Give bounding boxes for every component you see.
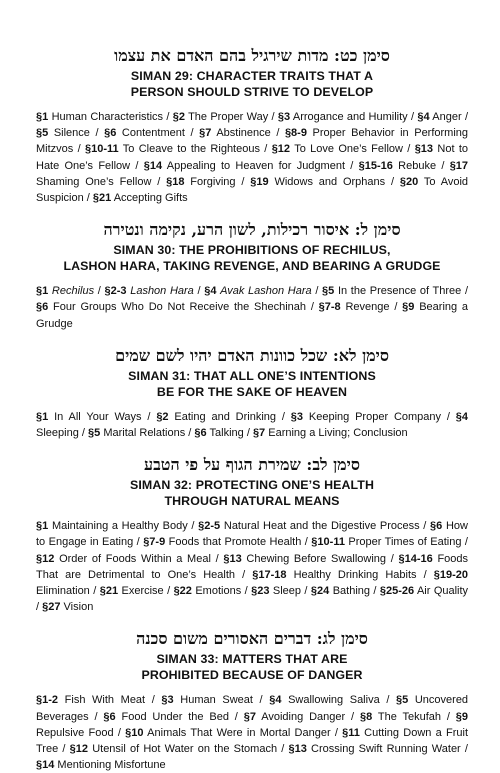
entry-title: Animals That Were in Mortal Danger — [147, 726, 331, 739]
entry-title: Keeping Proper Company — [308, 410, 442, 423]
entry-separator: / — [436, 159, 450, 172]
entry-number: §9 — [402, 301, 415, 314]
entry-title: Shaming One’s Fellow — [36, 175, 152, 188]
entry-number: §19 — [250, 175, 269, 188]
entry-title: Rechilus — [51, 285, 95, 298]
entry-title: Natural Heat and the Digestive Process — [223, 520, 420, 533]
entry-separator: / — [151, 175, 167, 188]
english-heading-line: THROUGH NATURAL MEANS — [164, 494, 340, 509]
entry-separator: / — [184, 127, 200, 140]
entry-title: Marital Relations — [103, 427, 186, 440]
entry-number: §6 — [104, 127, 117, 140]
english-heading-line: BE FOR THE SAKE OF HEAVEN — [156, 384, 348, 399]
entry-title: Earning a Living; Conclusion — [268, 427, 408, 440]
english-heading — [36, 651, 468, 683]
entry-number: §2 — [156, 410, 169, 423]
entry-number: §23 — [251, 585, 270, 598]
english-heading-line: PROHIBITED BECAUSE OF DANGER — [141, 668, 363, 683]
entry-title: Arrogance and Humility — [292, 111, 408, 123]
entry-title: Mentioning Misfortune — [57, 759, 166, 772]
entry-separator: / — [460, 743, 468, 756]
entry-separator: / — [58, 743, 70, 756]
entry-separator: / — [259, 143, 272, 156]
english-heading — [36, 68, 468, 100]
entry-number: §7-9 — [143, 536, 166, 549]
entry-number: §5 — [88, 427, 101, 440]
entry-number: §14-16 — [398, 552, 433, 565]
entry-title: Talking — [209, 427, 244, 440]
entry-separator: / — [441, 710, 456, 723]
entry-number: §3 — [161, 694, 174, 707]
entry-title: Abstinence — [216, 127, 271, 140]
entry-title: Rebuke — [398, 159, 437, 172]
entry-separator: / — [419, 520, 431, 533]
entry-title: Uncovered Beverages — [36, 694, 469, 723]
entry-title: Four Groups Who Do Not Receive the Shechinah — [53, 301, 307, 314]
entry-title: Forgiving — [190, 175, 236, 188]
entry-number: §2-3 — [104, 285, 127, 298]
entry-number: §10 — [125, 726, 144, 739]
entry-number: §1 — [36, 111, 49, 123]
entry-separator: / — [277, 743, 289, 756]
entry-number: §27 — [42, 601, 61, 614]
entry-number: §4 — [455, 410, 469, 423]
entry-title: In All Your Ways — [54, 410, 142, 423]
entry-title: Repulsive Food — [36, 726, 114, 739]
entry-title: How to Engage in Eating — [36, 520, 468, 549]
entry-separator: / — [145, 694, 162, 707]
entry-title: Foods That are Detrimental to One’s Health — [36, 552, 469, 581]
entry-number: §12 — [271, 143, 291, 156]
entry-title: Accepting Gifts — [113, 192, 188, 205]
siman-30-section — [36, 220, 468, 332]
entry-title: To Love One’s Fellow — [294, 143, 403, 156]
entry-number: §7 — [199, 127, 212, 140]
hebrew-heading: סימן כט: מדות שירגיל בהם האדם את עצמו — [114, 46, 390, 65]
entry-title: Sleep — [272, 585, 302, 598]
hebrew-heading: סימן לג: דברים האסורים משום סכנה — [136, 629, 368, 649]
entry-title: Avoiding Danger — [261, 710, 346, 723]
entry-number: §7 — [252, 427, 266, 440]
english-heading-line: SIMAN 32: PROTECTING ONE’S HEALTH — [129, 478, 374, 493]
entry-number: §13 — [288, 743, 307, 756]
entry-separator: / — [276, 410, 291, 423]
entry-separator: / — [193, 285, 205, 298]
hebrew-heading: סימן ל: איסור רכילות, לשון הרע, נקימה ונטירה — [103, 220, 401, 240]
entry-number: §17-18 — [252, 568, 287, 581]
entry-title: Order of Foods Within a Meal — [59, 552, 211, 565]
entry-number: §1-2 — [36, 694, 59, 707]
entry-number: §2-5 — [198, 520, 221, 533]
entry-title: Foods that Promote Health — [168, 536, 302, 549]
entry-list — [36, 109, 468, 206]
entry-title: To Avoid Suspicion — [36, 175, 469, 205]
entry-title: Not to Hate One’s Fellow — [36, 143, 469, 172]
entry-title: Proper Behavior in Performing Mitzvos — [36, 127, 469, 156]
entry-separator: / — [89, 127, 105, 140]
siman-32-section — [36, 455, 468, 615]
entry-number: §13 — [414, 143, 434, 156]
entry-title: Contentment — [121, 127, 185, 140]
entry-number: §2 — [172, 111, 185, 123]
entry-separator: / — [228, 710, 244, 723]
entry-separator: / — [306, 301, 319, 314]
entry-title: Appealing to Heaven for Judgment — [166, 159, 345, 172]
entry-separator: / — [252, 694, 270, 707]
entry-separator: / — [141, 410, 157, 423]
entry-number: §7-8 — [318, 301, 341, 314]
entry-title: Cutting Down a Fruit Tree — [36, 726, 468, 756]
entry-title: Revenge — [345, 301, 390, 314]
english-heading-line: SIMAN 29: CHARACTER TRAITS THAT A — [130, 69, 374, 83]
entry-number: §6 — [430, 520, 443, 533]
entry-list — [36, 518, 468, 615]
entry-number: §21 — [92, 192, 112, 205]
entry-separator: / — [187, 520, 199, 533]
entry-separator: / — [88, 710, 104, 723]
entry-number: §1 — [36, 410, 49, 423]
entry-separator: / — [73, 143, 85, 156]
entry-separator: / — [185, 427, 195, 440]
entry-separator: / — [163, 585, 174, 598]
entry-separator: / — [163, 111, 173, 123]
entry-title: Elimination — [36, 585, 90, 598]
entry-separator: / — [94, 285, 105, 298]
entry-title: To Cleave to the Righteous — [122, 143, 260, 156]
english-heading-line: PERSON SHOULD STRIVE TO DEVELOP — [130, 85, 374, 99]
entry-number: §7 — [243, 710, 256, 723]
entry-title: Air Quality — [416, 585, 469, 598]
entry-title: The Proper Way — [188, 111, 269, 123]
entry-separator: / — [311, 285, 323, 298]
entry-title: Lashon Hara — [130, 285, 194, 298]
entry-separator: / — [461, 536, 468, 549]
entry-title: Fish With Meat — [64, 694, 146, 707]
entry-separator: / — [385, 175, 400, 188]
entry-title: Widows and Orphans — [274, 175, 386, 188]
entry-number: §3 — [290, 410, 304, 423]
entry-title: Chewing Before Swallowing — [246, 552, 387, 565]
entry-separator: / — [370, 585, 380, 598]
entry-separator: / — [83, 192, 93, 205]
entry-separator: / — [402, 143, 415, 156]
english-heading — [36, 242, 468, 274]
entry-list — [36, 692, 468, 773]
entry-number: §10-11 — [311, 536, 345, 549]
entry-number: §5 — [395, 694, 409, 707]
entry-separator: / — [330, 726, 343, 739]
entry-title: Vision — [63, 601, 94, 614]
entry-separator: / — [36, 601, 43, 614]
entry-title: Proper Times of Eating — [348, 536, 462, 549]
entry-title: Exercise — [121, 585, 164, 598]
entry-number: §17 — [449, 159, 469, 172]
entry-title: Crossing Swift Running Water — [311, 743, 461, 756]
entry-title: Bearing a Grudge — [36, 301, 469, 330]
entry-number: §11 — [342, 726, 360, 739]
entry-separator: / — [133, 536, 144, 549]
entry-title: Food Under the Bed — [121, 710, 229, 723]
entry-number: §21 — [99, 585, 119, 598]
entry-number: §1 — [36, 520, 49, 533]
entry-number: §3 — [277, 111, 291, 123]
entry-separator: / — [113, 726, 126, 739]
siman-31-section — [36, 346, 468, 441]
entry-separator: / — [461, 285, 469, 298]
entry-number: §9 — [455, 710, 469, 723]
entry-separator: / — [241, 585, 252, 598]
entry-separator: / — [441, 410, 456, 423]
entry-number: §5 — [36, 127, 49, 140]
entry-separator: / — [345, 710, 360, 723]
entry-separator: / — [345, 159, 359, 172]
entry-number: §22 — [173, 585, 192, 598]
entry-title: In the Presence of Three — [337, 285, 462, 298]
entry-title: Avak Lashon Hara — [220, 285, 312, 298]
entry-separator: / — [407, 111, 418, 123]
entry-separator: / — [461, 111, 469, 123]
entry-title: Maintaining a Healthy Body — [51, 520, 188, 533]
entry-separator: / — [130, 159, 144, 172]
entry-number: §12 — [36, 552, 55, 565]
entry-separator: / — [268, 111, 278, 123]
hebrew-heading: סימן לא: שכל כוונות האדם יהיו לשם שמים — [115, 345, 389, 365]
english-heading-line: SIMAN 30: THE PROHIBITIONS OF RECHILUS, — [113, 243, 391, 258]
entry-title: The Tekufah — [377, 710, 441, 723]
entry-title: Swallowing Saliva — [288, 694, 380, 707]
entry-number: §6 — [36, 301, 49, 314]
entry-title: Sleeping — [36, 427, 79, 440]
english-heading — [36, 477, 468, 509]
entry-title: Utensil of Hot Water on the Stomach — [92, 743, 278, 756]
entry-number: §24 — [310, 585, 330, 598]
entry-number: §4 — [269, 694, 282, 707]
entry-list — [36, 409, 468, 441]
siman-33-section — [36, 629, 468, 773]
entry-number: §14 — [143, 159, 163, 172]
entry-title: Human Sweat — [180, 694, 253, 707]
entry-number: §18 — [166, 175, 185, 188]
entry-number: §4 — [204, 285, 217, 298]
english-heading-line: LASHON HARA, TAKING REVENGE, AND BEARING A GRUDGE — [63, 259, 441, 274]
entry-number: §8 — [359, 710, 373, 723]
entry-separator: / — [89, 585, 100, 598]
entry-title: Eating and Drinking — [174, 410, 277, 423]
entry-separator: / — [389, 301, 403, 314]
entry-number: §15-16 — [358, 159, 393, 172]
entry-list — [36, 283, 468, 332]
entry-number: §4 — [417, 111, 430, 123]
entry-number: §1 — [36, 285, 49, 298]
entry-number: §19-20 — [433, 568, 468, 581]
siman-29-section — [36, 46, 468, 206]
entry-separator: / — [301, 585, 311, 598]
entry-number: §13 — [223, 552, 242, 565]
english-heading — [36, 368, 468, 400]
entry-number: §5 — [322, 285, 335, 298]
entry-title: Silence — [53, 127, 90, 140]
entry-title: Bathing — [332, 585, 370, 598]
entry-title: Anger — [432, 111, 462, 123]
hebrew-heading: סימן לב: שמירת הגוף על פי הטבע — [144, 455, 360, 475]
entry-number: §6 — [194, 427, 207, 440]
entry-separator: / — [235, 175, 251, 188]
english-heading-line: SIMAN 33: MATTERS THAT ARE — [156, 652, 348, 667]
english-heading-line: SIMAN 31: THAT ALL ONE’S INTENTIONS — [128, 368, 376, 383]
entry-title: Emotions — [195, 585, 242, 598]
entry-separator: / — [210, 552, 224, 565]
entry-number: §8-9 — [284, 127, 307, 140]
entry-number: §14 — [36, 759, 55, 772]
entry-title: Human Characteristics — [51, 111, 164, 123]
entry-separator: / — [379, 694, 396, 707]
entry-separator: / — [416, 568, 434, 581]
entry-separator: / — [243, 427, 253, 440]
entry-separator: / — [386, 552, 399, 565]
entry-title: Healthy Drinking Habits — [293, 568, 417, 581]
entry-number: §25-26 — [379, 585, 415, 598]
entry-separator: / — [270, 127, 285, 140]
entry-number: §20 — [399, 175, 419, 188]
entry-separator: / — [235, 568, 253, 581]
entry-separator: / — [301, 536, 312, 549]
entry-separator: / — [78, 427, 88, 440]
entry-number: §6 — [103, 710, 116, 723]
entry-number: §10-11 — [85, 143, 119, 156]
entry-number: §12 — [69, 743, 88, 756]
